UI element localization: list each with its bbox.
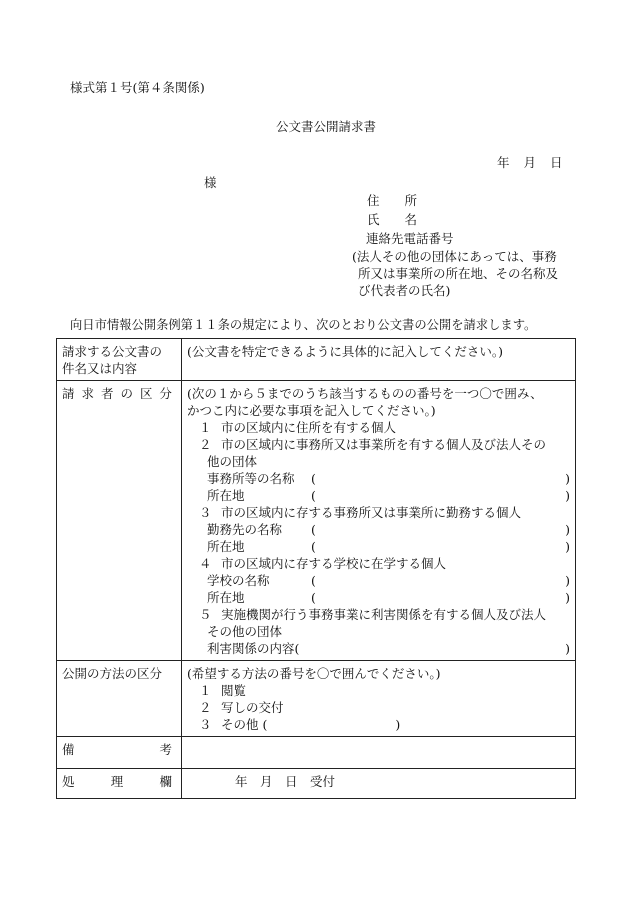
option-text: 市の区域内に存する学校に在学する個人	[221, 556, 447, 571]
received-date: 年 月 日 受付	[235, 774, 336, 789]
label-disclosure-method	[57, 661, 182, 737]
close-paren: )	[565, 488, 570, 503]
input-document-subject[interactable]	[182, 339, 576, 381]
label-char: 理	[110, 774, 124, 789]
address-label-char-1: 住	[367, 193, 380, 208]
disclosure-method-content	[182, 661, 576, 737]
option-number: １	[199, 420, 212, 435]
name-label-char-2: 名	[404, 212, 418, 227]
preamble: 向日市情報公開条例第１１条の規定により、次のとおり公文書の公開を請求します。	[70, 318, 537, 332]
option-number: ３	[199, 505, 212, 520]
open-paren: (	[311, 573, 316, 588]
row-remarks	[57, 737, 576, 769]
corp-note-line-3: び代表者の氏名)	[358, 283, 451, 298]
corp-note-line-1: (法人その他の団体にあっては、事務	[352, 249, 557, 264]
method-option-3[interactable]	[187, 716, 570, 733]
field-school-name[interactable]	[187, 572, 570, 589]
label-document-subject-line-2: 件名又は内容	[62, 361, 138, 376]
field-label: 所在地	[207, 539, 245, 554]
date-day: 日	[550, 155, 563, 170]
label-document-subject-line-1: 請求する公文書の	[62, 344, 163, 359]
close-paren: )	[565, 573, 570, 588]
option-2[interactable]	[187, 436, 570, 453]
option-1[interactable]	[187, 419, 570, 436]
close-paren: )	[565, 641, 570, 656]
addressee-suffix: 様	[204, 175, 217, 190]
field-label: 所在地	[207, 488, 245, 503]
label-remarks	[57, 737, 182, 769]
option-number: ４	[199, 556, 212, 571]
open-paren: (	[311, 539, 316, 554]
field-workplace-location[interactable]	[187, 538, 570, 555]
corp-note-line-2: 所又は事業所の所在地、その名称及	[358, 266, 559, 281]
option-number: １	[199, 683, 212, 698]
field-label: 勤務先の名称	[207, 522, 283, 537]
requester-instruction-1: (次の１から５までのうち該当するものの番号を一つ〇で囲み、	[187, 386, 543, 401]
field-label: 事務所等の名称	[207, 471, 295, 486]
option-text: 写しの交付	[221, 700, 284, 715]
method-option-2[interactable]	[187, 699, 570, 716]
option-number: ３	[199, 717, 212, 732]
form-number: 様式第１号(第４条関係)	[70, 80, 205, 95]
field-label: 所在地	[207, 590, 245, 605]
label-requester-category	[57, 381, 182, 661]
label-char: 処	[62, 774, 75, 789]
option-number: ５	[199, 607, 212, 622]
option-text: 市の区域内に存する事務所又は事業所に勤務する個人	[221, 505, 522, 520]
field-office-name[interactable]	[187, 470, 570, 487]
input-remarks[interactable]	[182, 737, 576, 769]
option-2-continued: 他の団体	[207, 454, 258, 469]
open-paren: (	[311, 488, 316, 503]
phone-label: 連絡先電話番号	[366, 231, 454, 246]
row-document-subject	[57, 339, 576, 381]
row-disclosure-method	[57, 661, 576, 737]
field-label: 利害関係の内容	[207, 641, 295, 656]
label-document-subject	[57, 339, 182, 381]
close-paren: )	[565, 539, 570, 554]
date-month: 月	[523, 155, 537, 170]
address-label	[367, 193, 417, 209]
label-char: 欄	[159, 774, 172, 789]
method-option-1[interactable]	[187, 682, 570, 699]
option-text: 市の区域内に事務所又は事業所を有する個人及び法人その	[221, 437, 547, 452]
field-workplace-name[interactable]	[187, 521, 570, 538]
row-requester-category	[57, 381, 576, 661]
option-4[interactable]	[187, 555, 570, 572]
name-label	[367, 212, 417, 228]
label-char: 分	[159, 386, 172, 401]
field-interest-details[interactable]	[187, 640, 570, 657]
option-3[interactable]	[187, 504, 570, 521]
close-paren: )	[565, 522, 570, 537]
label-char: の	[120, 386, 133, 401]
label-char: 請	[62, 386, 75, 401]
close-paren: )	[565, 590, 570, 605]
processing-content	[182, 769, 576, 799]
open-paren: (	[311, 522, 316, 537]
option-text: 市の区域内に住所を有する個人	[221, 420, 397, 435]
method-instruction: (希望する方法の番号を〇で囲んでください。)	[187, 666, 441, 681]
option-text: 閲覧	[221, 683, 247, 698]
row-processing	[57, 769, 576, 799]
open-paren: (	[294, 641, 300, 656]
label-char: 者	[100, 386, 114, 401]
name-label-char-1: 氏	[367, 212, 380, 227]
field-school-location[interactable]	[187, 589, 570, 606]
open-paren: (	[311, 471, 316, 486]
option-text: その他 (	[221, 717, 268, 732]
date-year: 年	[497, 155, 510, 170]
label-char: 区	[139, 386, 153, 401]
open-paren: (	[311, 590, 316, 605]
address-label-char-2: 所	[404, 193, 418, 208]
label-processing	[57, 769, 182, 799]
date-field	[497, 155, 563, 171]
label-char: 備	[62, 742, 75, 757]
option-text: 実施機関が行う事務事業に利害関係を有する個人及び法人	[221, 607, 547, 622]
requester-instruction-2: かつこ内に必要な事項を記入してください。)	[187, 403, 436, 418]
label-disclosure-method-text: 公開の方法の区分	[62, 666, 163, 681]
close-paren: )	[565, 471, 570, 486]
requester-category-content	[182, 381, 576, 661]
option-number: ２	[199, 437, 212, 452]
label-char: 考	[159, 742, 172, 757]
document-title: 公文書公開請求書	[276, 119, 377, 134]
label-char: 求	[81, 386, 94, 401]
document-subject-instruction: (公文書を特定できるように具体的に記入してください。)	[187, 344, 504, 359]
field-office-location[interactable]	[187, 487, 570, 504]
option-number: ２	[199, 700, 212, 715]
request-form-table	[56, 338, 576, 799]
option-5-continued: その他の団体	[207, 624, 283, 639]
field-label: 学校の名称	[207, 573, 270, 588]
close-paren: )	[395, 717, 401, 732]
option-5[interactable]	[187, 606, 570, 623]
